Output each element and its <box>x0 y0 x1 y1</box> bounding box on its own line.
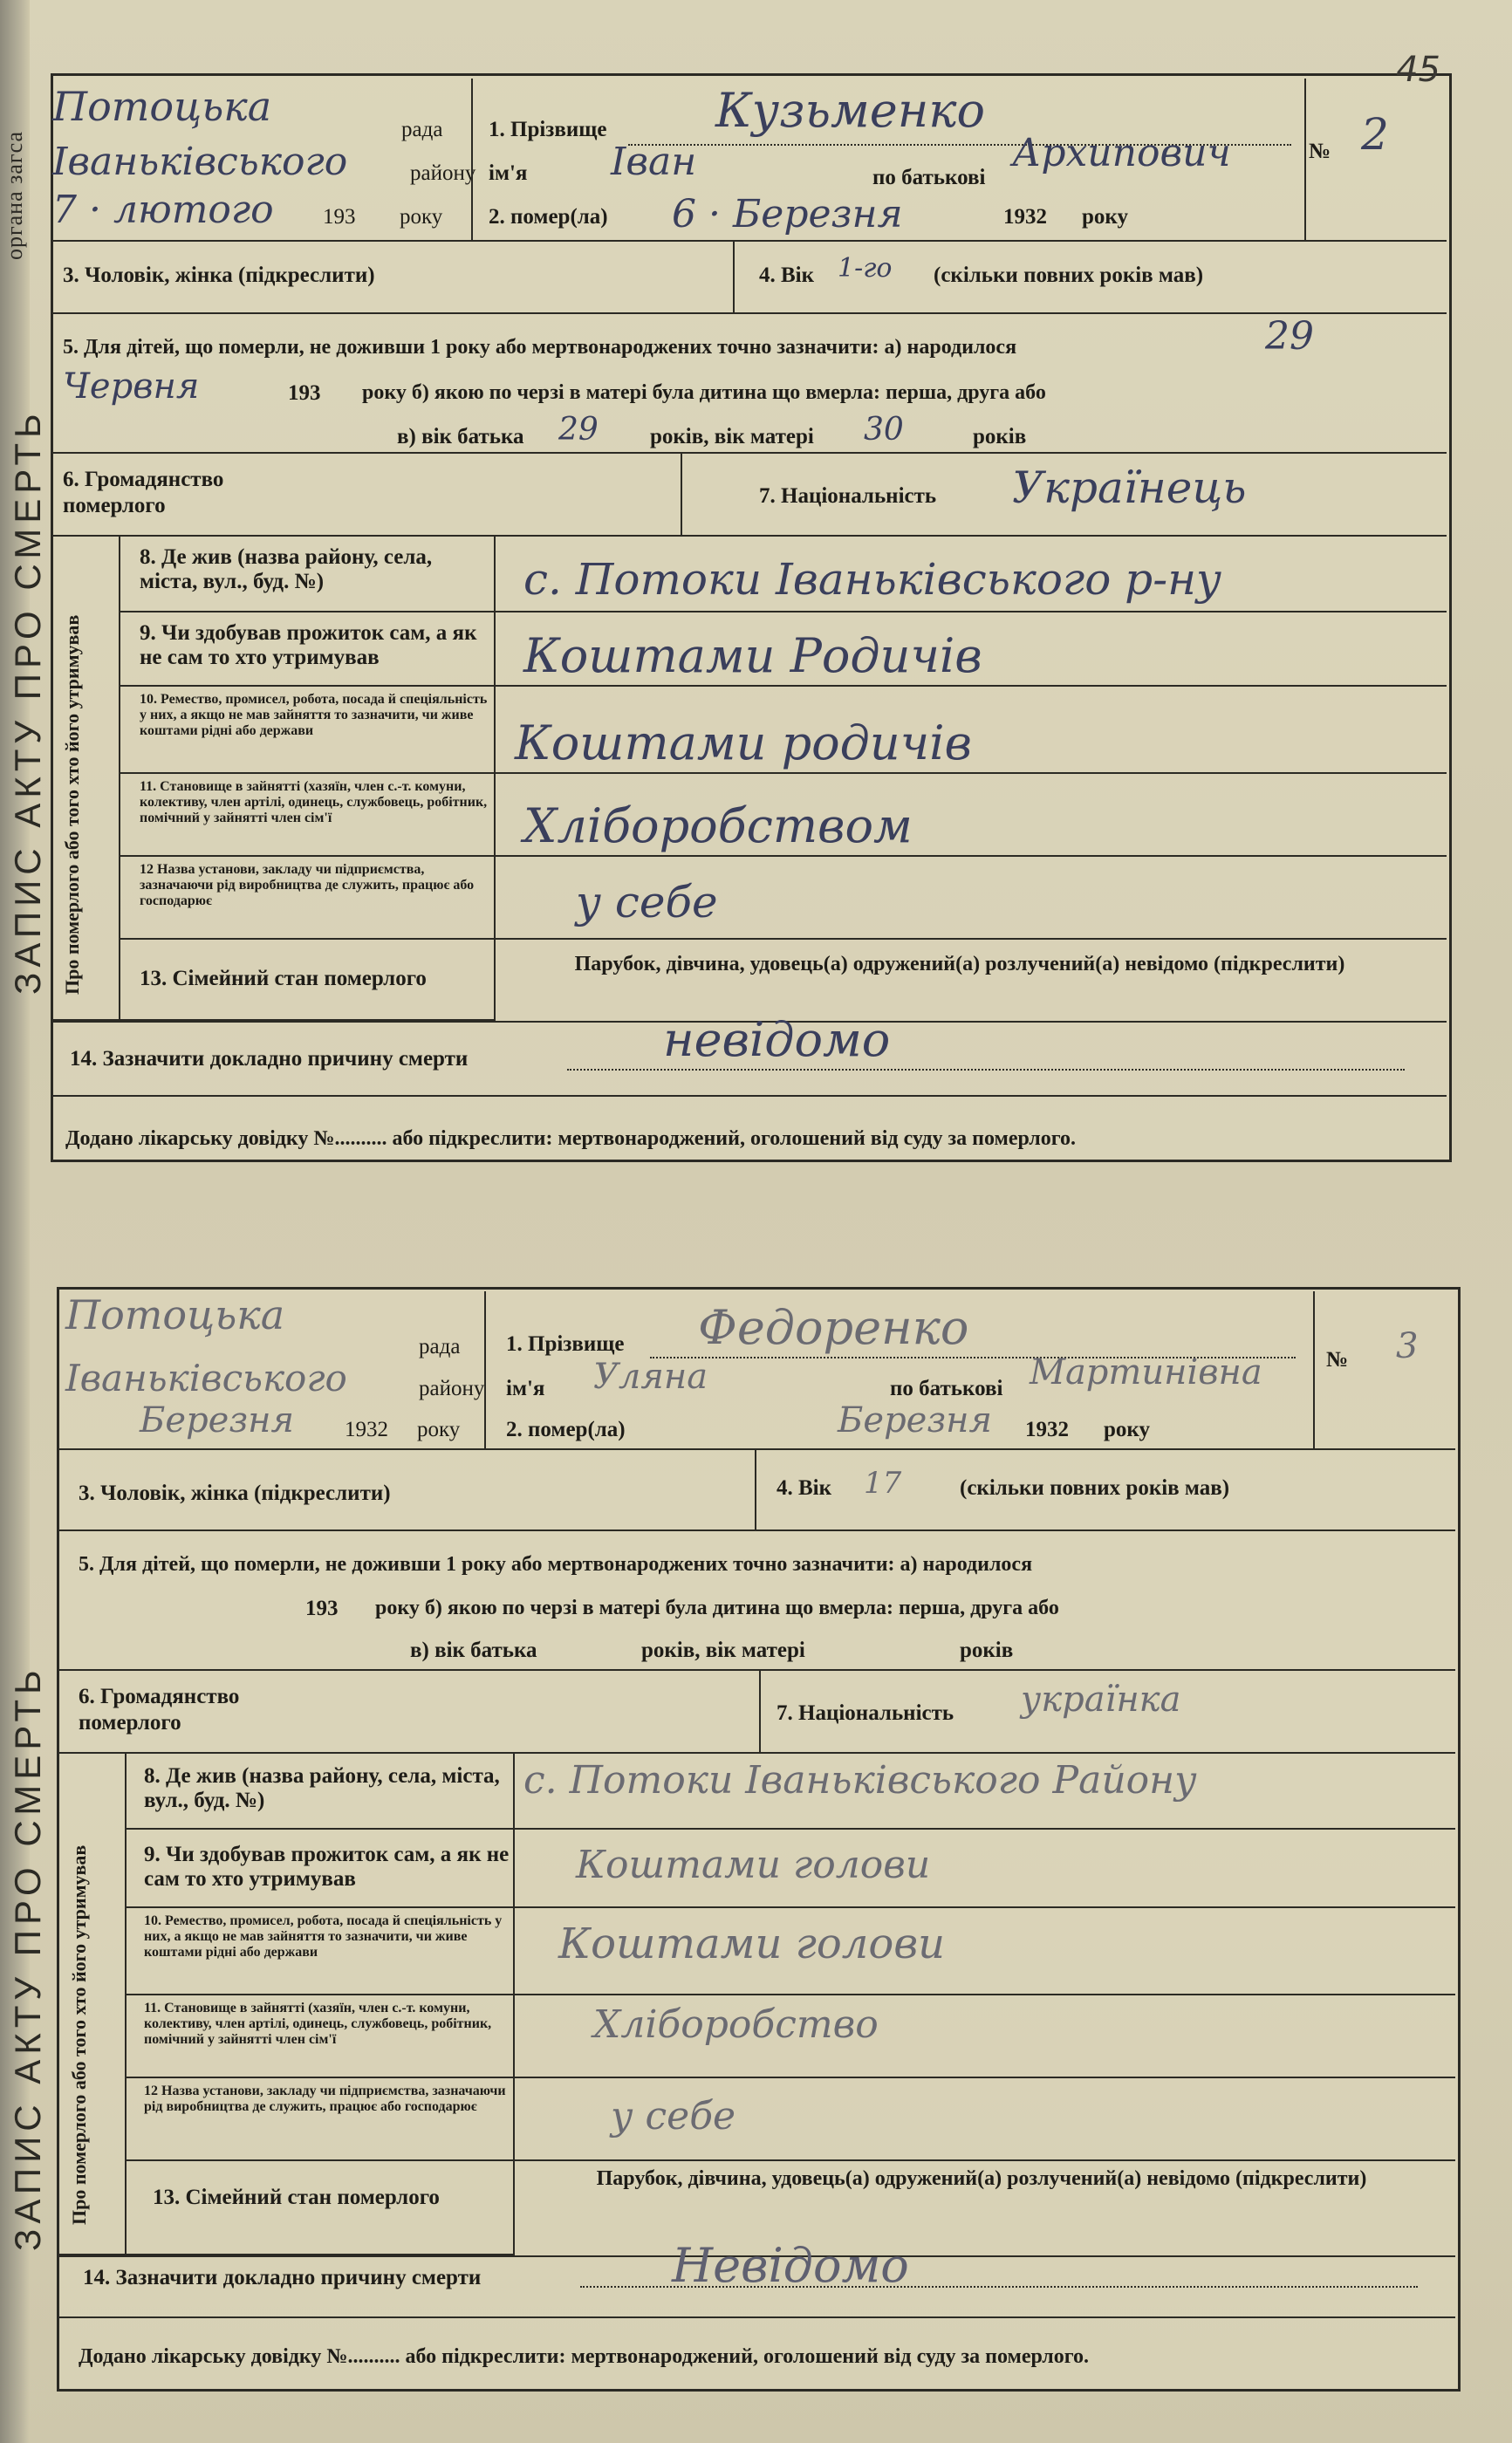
r1-patronymic-label: по батькові <box>872 166 986 189</box>
r1-workplace-value: у себе <box>576 877 718 927</box>
r1-age-label: 4. Вік <box>759 263 815 287</box>
r2-rada-label: рада <box>419 1335 461 1358</box>
r1-marital-options: Парубок, дівчина, удовець(а) одружений(а) розлучений(а) невідомо (підкреслити) <box>574 953 1345 975</box>
r1-nationality-label: 7. Національність <box>759 484 937 508</box>
r2-marital-options: Парубок, дівчина, удовець(а) одружений(а) розлучений(а) невідомо (підкреслити) <box>596 2167 1367 2190</box>
r1-rada-label: рада <box>401 118 443 141</box>
r2-year-value: 1932 <box>345 1418 388 1441</box>
r2-died-year-label: року <box>1104 1418 1150 1441</box>
r2-surname-value: Федоренко <box>698 1300 969 1355</box>
r2-name-label: ім'я <box>506 1377 545 1400</box>
r1-father-age: 29 <box>558 412 599 448</box>
r2-nationality-value: українка <box>1021 1680 1181 1720</box>
r1-status-value: Хліборобством <box>523 798 913 853</box>
r1-nationality-value: Українець <box>1012 462 1247 513</box>
r2-residence-value: с. Потоки Іваньківського Району <box>523 1758 1197 1803</box>
r2-workplace-value: у себе <box>611 2094 736 2138</box>
r1-years2: років <box>973 425 1027 448</box>
r2-age-hint: (скільки повних років мав) <box>960 1476 1230 1500</box>
r2-residence-label: 8. Де жив (назва району, села, міста, вул., буд. №) <box>144 1764 500 1812</box>
r1-footer: Додано лікарську довідку №.......... або підкреслити: мертвонароджений, оголошений від суду за померлого. <box>65 1127 1077 1150</box>
r1-marital-label: 13. Сімейний стан померлого <box>140 967 427 990</box>
r1-occupation-value: Коштами родичів <box>515 715 972 770</box>
record2-side-title: ЗАПИС АКТУ ПРО СМЕРТЬ <box>7 1665 48 2251</box>
r2-occupation-value: Коштами голови <box>558 1920 946 1968</box>
r1-died-year-label: року <box>1082 205 1128 229</box>
r1-name-label: ім'я <box>489 161 528 185</box>
r1-sex-label: 3. Чоловік, жінка (підкреслити) <box>63 263 375 287</box>
r1-mother-age: 30 <box>864 412 904 448</box>
r2-citizenship-label: 6. Громадянство померлого <box>79 1685 240 1735</box>
r1-child-line3: в) вік батька <box>397 425 524 448</box>
r2-child-line3: в) вік батька <box>410 1639 537 1662</box>
r1-livelihood-value: Коштами Родичів <box>523 628 982 683</box>
r1-year-label: року <box>400 205 443 229</box>
r2-status-value: Хліборобство <box>593 2002 879 2047</box>
r1-born-day: 29 <box>1265 314 1314 359</box>
r1-age-hint: (скільки повних років мав) <box>934 263 1204 287</box>
r1-died-year: 1932 <box>1003 205 1047 229</box>
r1-surname-label: 1. Прізвище <box>489 118 607 141</box>
r1-status-label: 11. Становище в зайнятті (хазяїн, член с.-т. комуни, колективу, член артілі, одинець, службовець, робітник, помічний у зайнятті член сім'ї <box>140 779 488 825</box>
r2-livelihood-value: Коштами голови <box>576 1843 931 1887</box>
r1-years1: років, вік матері <box>650 425 814 448</box>
spine-label: органа загса <box>2 131 27 261</box>
r1-child-line1: 5. Для дітей, що померли, не доживши 1 року або мертвонароджених точно зазначити: а) народилося <box>63 336 1017 359</box>
r1-patronymic-value: Архипович <box>1012 131 1231 175</box>
r1-died-label: 2. помер(ла) <box>489 205 608 229</box>
r2-age-label: 4. Вік <box>777 1476 832 1500</box>
r2-year-label: року <box>417 1418 461 1441</box>
r1-citizenship-label: 6. Громадянство померлого <box>63 468 224 517</box>
r1-surname-value: Кузьменко <box>715 83 986 138</box>
r2-child-year: 193 <box>305 1597 339 1620</box>
r2-livelihood-label: 9. Чи здобував прожиток сам, а як не сам то хто утримував <box>144 1843 510 1891</box>
r2-no-label: № <box>1326 1348 1349 1372</box>
r1-occupation-label: 10. Ремество, промисел, робота, посада й спеціяльність у них, а якщо не мав зайняття то зазначити, чи живе коштами рідні або держави <box>140 692 488 738</box>
r2-cause-value: Невідомо <box>672 2238 909 2293</box>
r2-died-year: 1932 <box>1025 1418 1069 1441</box>
r1-rada-value: Потоцька <box>52 83 272 130</box>
r1-child-line2: року б) якою по черзі в матері була дитина що вмерла: перша, друга або <box>362 381 1046 404</box>
r1-cause-value: невідомо <box>663 1012 891 1067</box>
r2-cause-label: 14. Зазначити докладно причину смерти <box>83 2266 482 2289</box>
r1-workplace-label: 12 Назва установи, закладу чи підприємства, зазначаючи рід виробництва де служить, працює або господарює <box>140 862 475 908</box>
r1-cause-label: 14. Зазначити докладно причину смерти <box>70 1047 469 1071</box>
r1-residence-value: с. Потоки Іваньківського р-ну <box>523 554 1222 605</box>
r2-marital-label: 13. Сімейний стан померлого <box>153 2186 440 2209</box>
r2-workplace-label: 12 Назва установи, закладу чи підприємства, зазначаючи рід виробництва де служить, працює або господарює <box>144 2084 506 2114</box>
r1-born-month: Червня <box>63 366 200 407</box>
r2-died-label: 2. помер(ла) <box>506 1418 626 1441</box>
r1-year-value: 193 <box>323 205 356 229</box>
r1-date-value: 7 · лютого <box>52 188 274 232</box>
r2-years2: років <box>960 1639 1014 1662</box>
r2-raion-value: Іваньківського <box>65 1357 347 1399</box>
r1-raion-value: Іваньківського <box>52 140 348 184</box>
r1-no-value: 2 <box>1361 109 1389 160</box>
r2-name-value: Уляна <box>593 1357 708 1397</box>
r2-died-value: Березня <box>838 1400 992 1440</box>
r2-rada-value: Потоцька <box>65 1291 285 1338</box>
r1-livelihood-label: 9. Чи здобував прожиток сам, а як не сам то хто утримував <box>140 621 477 669</box>
r2-sex-label: 3. Чоловік, жінка (підкреслити) <box>79 1482 391 1505</box>
r2-surname-label: 1. Прізвище <box>506 1332 625 1356</box>
r2-status-label: 11. Становище в зайнятті (хазяїн, член с.-т. комуни, колективу, член артілі, одинець, службовець, робітник, помічний у зайнятті член сім'ї <box>144 2001 492 2047</box>
r2-group-label: Про померлого або того хто його утримував <box>68 1844 90 2225</box>
r2-patronymic-value: Мартинівна <box>1030 1352 1262 1393</box>
r2-occupation-label: 10. Ремество, промисел, робота, посада й спеціяльність у них, а якщо не мав зайняття то зазначити, чи живе коштами рідні або держави <box>144 1913 503 1960</box>
r2-child-line2: року б) якою по черзі в матері була дитина що вмерла: перша, друга або <box>375 1597 1059 1619</box>
r2-age-value: 17 <box>864 1466 902 1501</box>
r2-no-value: 3 <box>1396 1326 1419 1366</box>
r2-patronymic-label: по батькові <box>890 1377 1003 1400</box>
r1-residence-label: 8. Де жив (назва району, села, міста, вул., буд. №) <box>140 545 433 593</box>
r1-died-value: 6 · Березня <box>672 192 903 236</box>
r2-date-value: Березня <box>140 1400 294 1440</box>
r1-raion-label: району <box>410 161 476 185</box>
r2-years1: років, вік матері <box>641 1639 805 1662</box>
corner-number: 45 <box>1396 50 1440 90</box>
r1-age-value: 1-го <box>838 253 893 284</box>
r2-nationality-label: 7. Національність <box>777 1701 954 1725</box>
r1-name-value: Іван <box>611 140 697 184</box>
r2-raion-label: району <box>419 1377 485 1400</box>
r1-child-year: 193 <box>288 381 321 405</box>
r1-no-label: № <box>1309 140 1331 163</box>
r2-footer: Додано лікарську довідку №.......... або підкреслити: мертвонароджений, оголошений від суду за померлого. <box>79 2345 1090 2368</box>
r2-child-line1: 5. Для дітей, що померли, не доживши 1 року або мертвонароджених точно зазначити: а) народилося <box>79 1553 1033 1576</box>
record1-side-title: ЗАПИС АКТУ ПРО СМЕРТЬ <box>7 408 48 995</box>
r1-group-label: Про померлого або того хто його утримував <box>61 614 83 995</box>
